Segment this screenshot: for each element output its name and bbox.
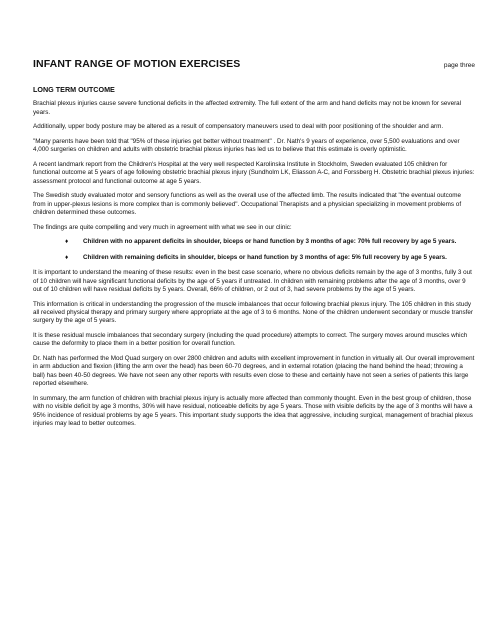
paragraph: It is important to understand the meaning of these results: even in the best case scenario, where no obvious deficits remain by the age of 3 months, fully 3 out of 10 children will have significant functional deficits by the age of 5 years if untreated. In children with remaining problems after the age of 3 months, over 9 out of 10 children will have residual deficits by 5 years. Overall, 66% of children, or 2 out of 3, had severe problems by the age of 5 years. [33,269,472,294]
document-body [33,86,475,435]
list-item-text: Children with no apparent deficits in shoulder, biceps or hand function by 3 months of age: 70% full recovery by age 5 years. [83,238,457,246]
page-number: page three [443,62,475,69]
paragraph: Dr. Nath has performed the Mod Quad surgery on over 2800 children and adults with excellent improvement in function in virtually all. Our overall improvement in arm abduction and flexion (lifting the arm over the head) has been 60-70 degrees, and in external rotation (placing the hand behind the head; throwing a ball) has been 40-50 degrees. We have not seen any other reports with results even close to these and certainly have not seen a series of patients this large reported elsewhere. [33,355,475,388]
paragraph: A recent landmark report from the Children's Hospital at the very well respected Karolinska Institute in Stockholm, Sweden evaluated 105 children for functional outcome at 5 years of age following obstetric brachial plexus injury (Sundholm LK, Eliasson A-C, and Forssberg H. Obstetric brachial plexus injuries: assessment protocol and functional outcome at age 5 years. [33,161,475,185]
page-header [33,58,475,70]
paragraph: The findings are quite compelling and very much in agreement with what we see in our clinic: [33,223,292,231]
section-title: LONG TERM OUTCOME [33,85,115,94]
findings-list [33,238,475,262]
diamond-bullet-icon: ♦ [65,238,69,246]
paragraph: It is these residual muscle imbalances that secondary surgery (including the quad procedure) attempts to correct. The surgery moves around muscles which cause the deformity to place them in a better position for overall function. [33,332,468,348]
list-item-text: Children with remaining deficits in shoulder, biceps or hand function by 3 months of age: 5% full recovery by age 5 years. [83,253,447,261]
list-item [65,238,463,246]
paragraph: Brachial plexus injuries cause severe functional deficits in the affected extremity. The full extent of the arm and hand deficits may not be known for several years. [33,100,462,116]
paragraph: Additionally, upper body posture may be altered as a result of compensatory maneuvers used to deal with poor positioning of the shoulder and arm. [33,123,444,131]
list-item [65,254,463,262]
paragraph: In summary, the arm function of children with brachial plexus injury is actually more affected than commonly thought. Even in the best group of children, those with no visible deficit by age 3 months, 30% will have residual, noticeable deficits by age 5 years. Those with visible deficits by the age of 3 months will have a 95% incidence of residual problems by age 5 years. This important study supports the idea that aggressive, including surgical, management of brachial plexus injuries may lead to better outcomes. [33,394,473,428]
diamond-bullet-icon: ♦ [65,253,69,261]
paragraph: This information is critical in understanding the progression of the muscle imbalances that occur following brachial plexus injury. The 105 children in this study all received physical therapy and primary surgery where appropriate at the age of 3 to 6 months. None of the children underwent secondary or muscle transfer surgery by the age of 5 years. [33,300,473,325]
paragraph: The Swedish study evaluated motor and sensory functions as well as the overall use of the affected limb. The results indicated that "the eventual outcome from in upper-plexus lesions is more complex than is commonly believed". Occupational Therapists and a physician specializing in movement problems of children determined these outcomes. [33,192,462,217]
document-title: INFANT RANGE OF MOTION EXERCISES [33,58,241,70]
paragraph: "Many parents have been told that "95% of these injuries get better without treatment" . Dr. Nath's 9 years of experience, over 5,500 evaluations and over 4,000 surgeries on children and adults with obstetric brachial plexus injuries has led us to believe that this estimate is overly optimistic. [33,138,460,154]
